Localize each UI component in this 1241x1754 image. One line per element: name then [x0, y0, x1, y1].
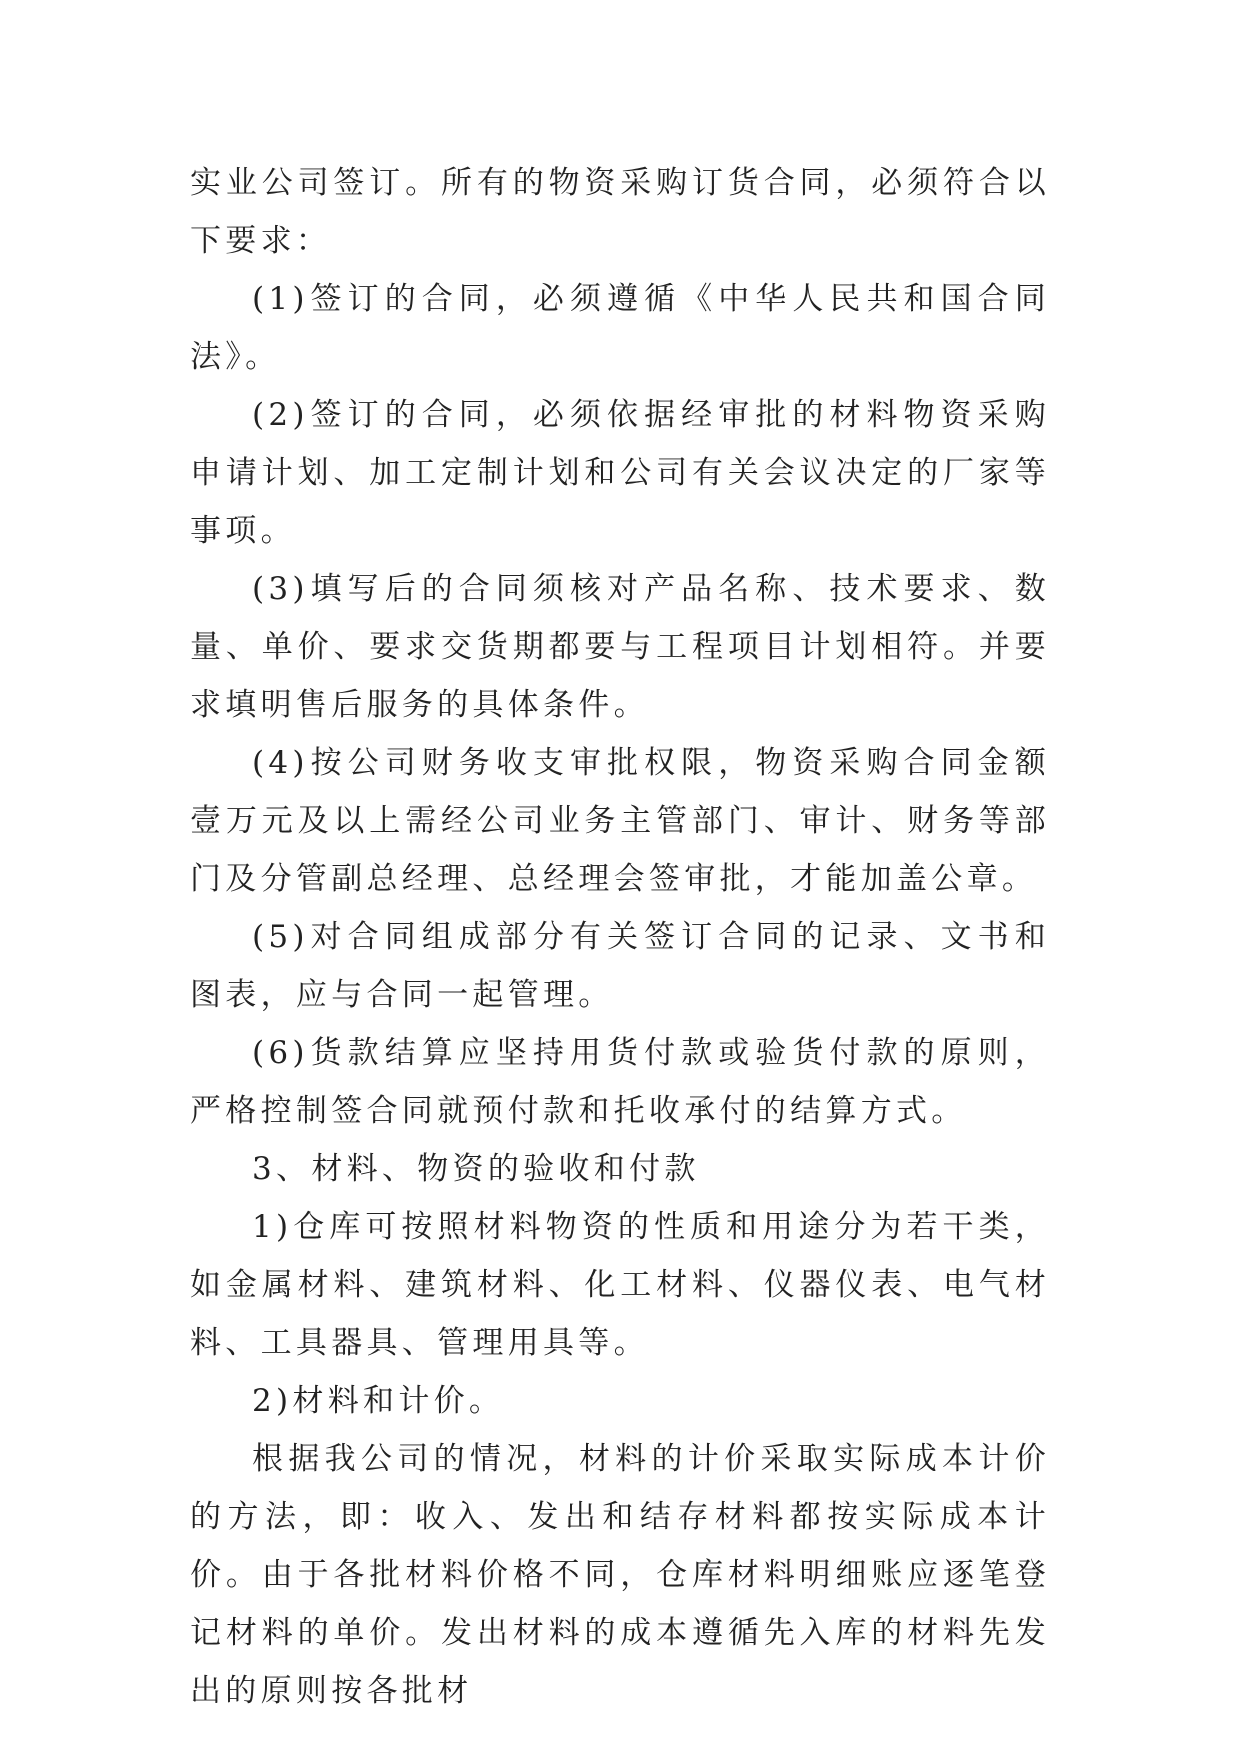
- paragraph-1: 实业公司签订。所有的物资采购订货合同，必须符合以下要求：: [190, 165, 1050, 259]
- document-body: [190, 154, 1050, 1720]
- paragraph-2: (1)签订的合同，必须遵循《中华人民共和国合同法》。: [190, 281, 1050, 375]
- section-heading: 3、材料、物资的验收和付款: [252, 1151, 700, 1187]
- paragraph-3: (2)签订的合同，必须依据经审批的材料物资采购申请计划、加工定制计划和公司有关会议决定的厂家等事项。: [190, 397, 1050, 549]
- paragraph-10: 2)材料和计价。: [252, 1383, 505, 1419]
- paragraph-9: 1)仓库可按照材料物资的性质和用途分为若干类，如金属材料、建筑材料、化工材料、仪器仪表、电气材料、工具器具、管理用具等。: [190, 1209, 1050, 1361]
- paragraph-6: (5)对合同组成部分有关签订合同的记录、文书和图表，应与合同一起管理。: [190, 919, 1050, 1013]
- paragraph-4: (3)填写后的合同须核对产品名称、技术要求、数量、单价、要求交货期都要与工程项目计划相符。并要求填明售后服务的具体条件。: [190, 571, 1050, 723]
- paragraph-11: 根据我公司的情况，材料的计价采取实际成本计价的方法，即：收入、发出和结存材料都按实际成本计价。由于各批材料价格不同，仓库材料明细账应逐笔登记材料的单价。发出材料的成本遵循先入库的材料先发出的原则按各批材: [190, 1441, 1050, 1709]
- paragraph-7: (6)货款结算应坚持用货付款或验货付款的原则，严格控制签合同就预付款和托收承付的结算方式。: [190, 1035, 1050, 1129]
- paragraph-5: (4)按公司财务收支审批权限，物资采购合同金额壹万元及以上需经公司业务主管部门、审计、财务等部门及分管副总经理、总经理会签审批，才能加盖公章。: [190, 745, 1050, 897]
